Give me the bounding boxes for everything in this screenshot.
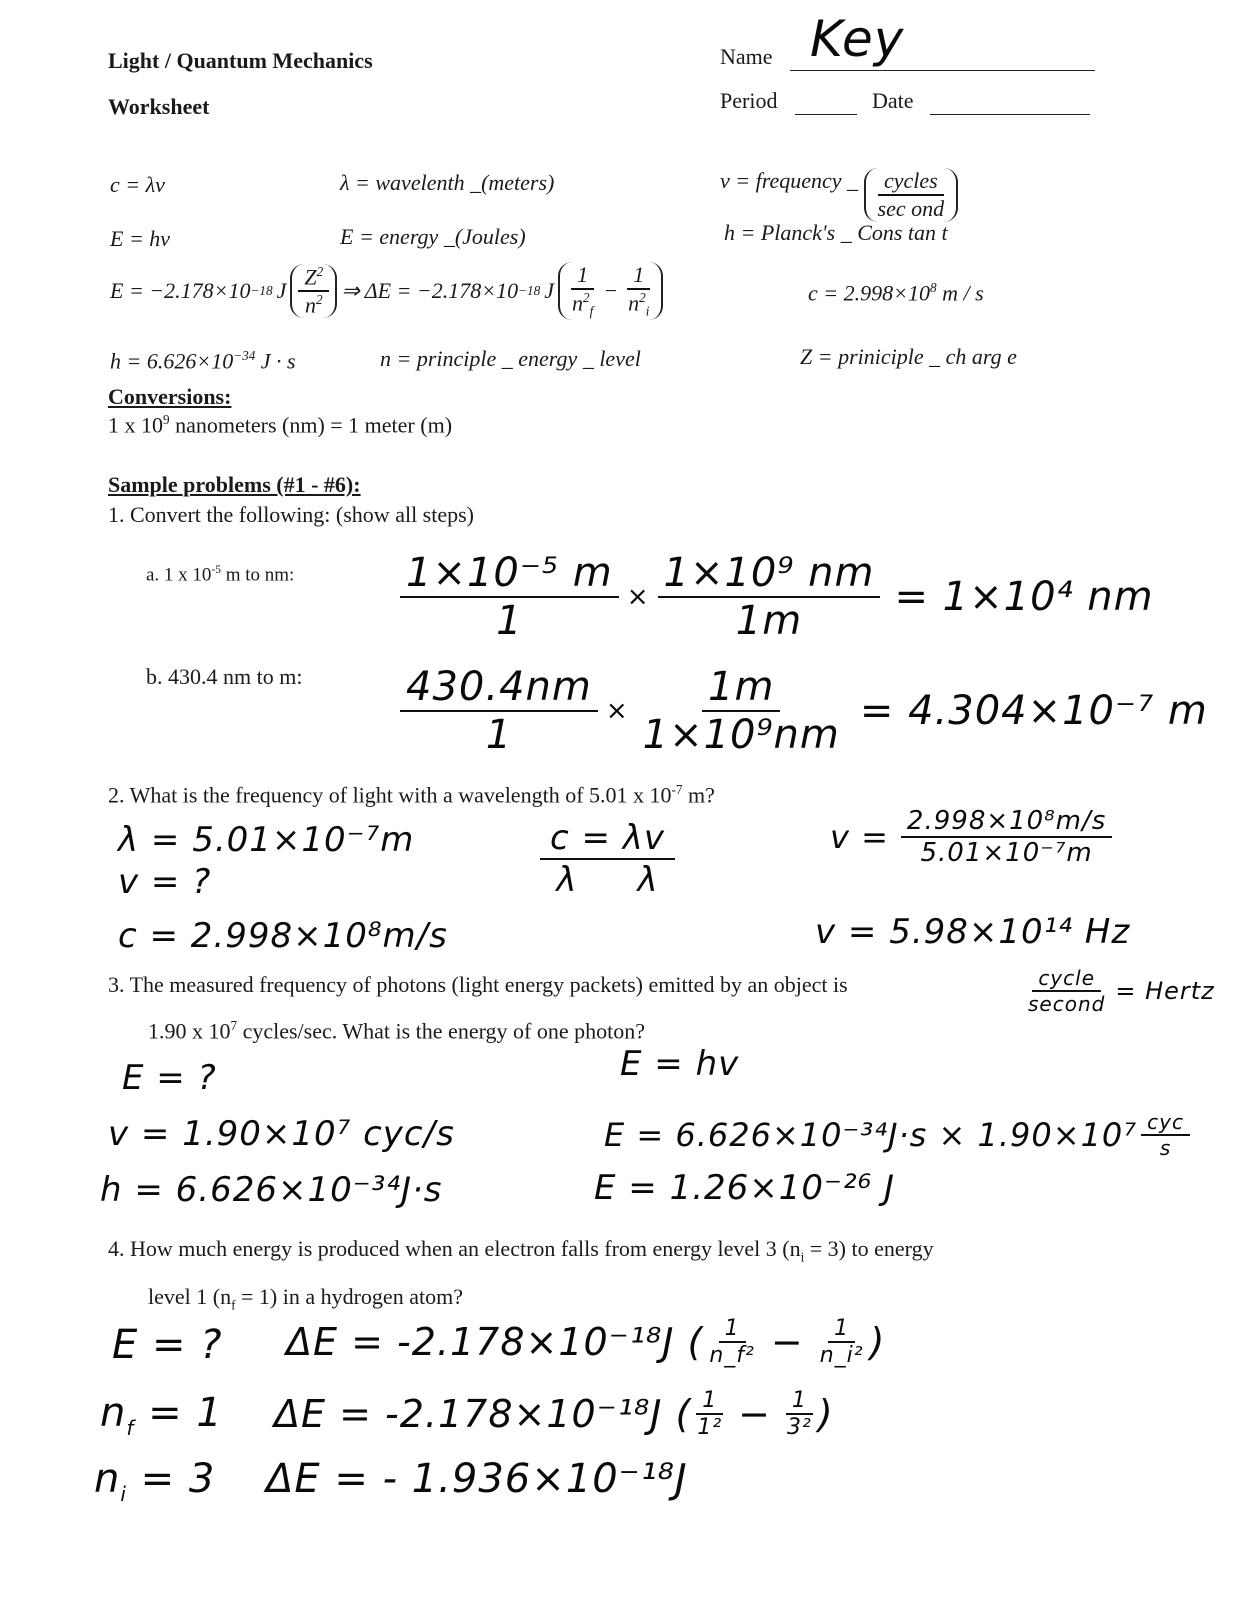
q4-ni: $n_i = 3$ xyxy=(94,1456,216,1506)
formula-z-def: Z = priniciple _ ch arg e xyxy=(800,344,1017,369)
question-3-line2: 1.90 x $10^7$ cycles/sec. What is the energy of one photon? xyxy=(148,1018,645,1044)
q3-answer: E = 1.26×10⁻²⁶ J xyxy=(594,1168,896,1208)
formula-h-def: h = Planck's _ Cons tan t xyxy=(724,220,948,245)
q2-v-fraction: v = $\frac{\text{2.998×10⁸m/s}}{\text{5.01×10⁻⁷m}}$ xyxy=(830,806,1112,868)
q4-answer: ΔE = - 1.936×10⁻¹⁸J xyxy=(266,1456,688,1502)
formula-e-hv: E = hv xyxy=(110,226,171,251)
period-label: Period xyxy=(720,88,778,113)
question-1: 1. Convert the following: (show all steps) xyxy=(108,502,475,527)
worksheet-subtitle: Worksheet xyxy=(108,94,210,119)
q2-v: v = ? xyxy=(118,862,212,902)
question-4-line2: level 1 $(n_f = 1)$ in a hydrogen atom? xyxy=(148,1284,463,1313)
formula-e-def: E = energy _(Joules) xyxy=(340,224,526,249)
formula-h-value: $h = 6.626\times 10^{-34}$ J · s xyxy=(110,348,296,374)
q3-v: v = 1.90×10⁷ cyc/s xyxy=(108,1114,455,1154)
q2-rearrange: c = λv λ λ xyxy=(540,818,675,900)
q3-h: h = 6.626×10⁻³⁴J·s xyxy=(100,1170,443,1210)
formula-v-def: v = frequency _ $\frac{\text{cycles}}{\text{sec ond}}$ xyxy=(720,168,958,222)
hertz-note: $\frac{\text{cycle}}{\text{second}}$ = Hertz xyxy=(1028,966,1215,1016)
period-blank xyxy=(795,112,857,115)
conversions-heading: Conversions: xyxy=(108,384,232,409)
q1b-work: $\frac{430.4nm}{1}$ × $\frac{1m}{\text{1×10⁹nm}}$ = 4.304×10⁻⁷ m xyxy=(400,664,1208,758)
q4-E: E = ? xyxy=(112,1322,223,1368)
v-unit-paren: $\frac{\text{cycles}}{\text{sec ond}}$ xyxy=(864,168,959,222)
question-1a: a. 1 x $10^{-5}$ m to nm: xyxy=(146,564,295,586)
q3-substitution: E = 6.626×10⁻³⁴J·s × 1.90×10⁷ $\frac{\text{cyc}}{s}$ xyxy=(604,1110,1190,1160)
question-4-line1: 4. How much energy is produced when an electron falls from energy level 3 $(n_i = 3)$ to energy xyxy=(108,1236,934,1265)
date-blank xyxy=(930,112,1090,115)
q2-answer: v = 5.98×10¹⁴ Hz xyxy=(815,912,1131,952)
name-value-handwritten: Key xyxy=(810,10,905,68)
formula-bohr: E = −2.178×10 −18 J $\frac{Z^2}{n^2}$ ⇒ ΔE = −2.178×10 −18 J $\frac{1}{n^2_f}$ − $\frac{1}{n^2_i}$ xyxy=(110,262,663,320)
q2-c: c = 2.998×10⁸m/s xyxy=(118,916,448,956)
q3-E: E = ? xyxy=(122,1058,217,1098)
name-blank xyxy=(790,68,1095,71)
formula-n-def: n = principle _ energy _ level xyxy=(380,346,641,371)
q2-lambda: λ = 5.01×10⁻⁷m xyxy=(118,820,415,860)
q3-formula: E = hv xyxy=(620,1044,740,1084)
formula-c-value: $c = 2.998\times 10^8$ m / s xyxy=(808,280,984,306)
question-1b: b. 430.4 nm to m: xyxy=(146,664,303,689)
q4-line2-work: ΔE = -2.178×10⁻¹⁸J ( $\frac{1}{\text{1²}}$ − $\frac{1}{\text{3²}}$ ) xyxy=(274,1388,834,1440)
sample-heading: Sample problems (#1 - #6): xyxy=(108,472,361,497)
name-label: Name xyxy=(720,44,773,69)
q4-nf: $n_f = 1$ xyxy=(100,1390,223,1440)
question-2: 2. What is the frequency of light with a wavelength of 5.01 x $10^{-7}$ m? xyxy=(108,782,715,808)
formula-lambda-def: λ = wavelenth _(meters) xyxy=(340,170,555,195)
q1a-work: $\frac{\text{1×10⁻⁵ m}}{1}$ × $\frac{\text{1×10⁹ nm}}{1m}$ = 1×10⁴ nm xyxy=(400,550,1154,644)
conversions-line: 1 x $10^9$ nanometers (nm) = 1 meter (m) xyxy=(108,412,453,438)
q4-line1-work: ΔE = -2.178×10⁻¹⁸J ( $\frac{1}{\text{n\_f²}}$ − $\frac{1}{\text{n\_i²}}$ ) xyxy=(286,1316,886,1368)
question-3-line1: 3. The measured frequency of photons (light energy packets) emitted by an object is xyxy=(108,972,848,997)
formula-c-lambda-v: c = λv xyxy=(110,172,165,197)
date-label: Date xyxy=(872,88,914,113)
worksheet-title: Light / Quantum Mechanics xyxy=(108,48,373,73)
